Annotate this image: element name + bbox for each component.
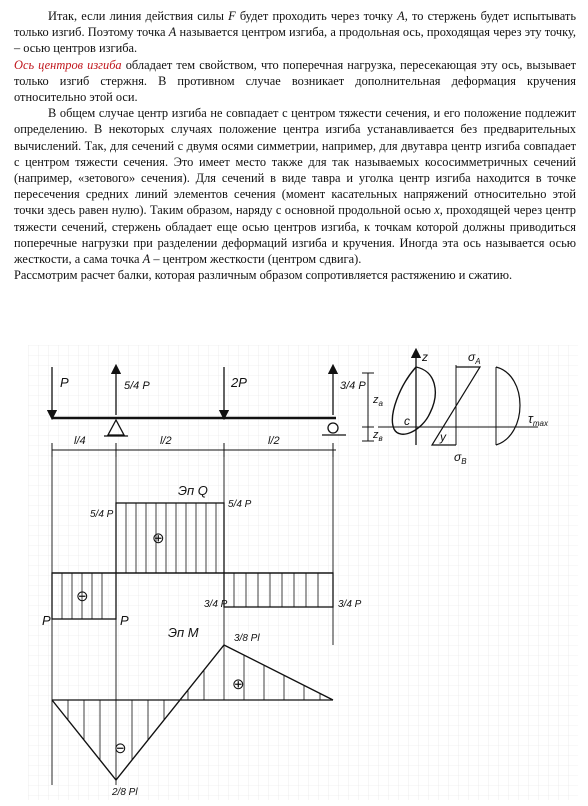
q-negative-sign: ⊖ — [76, 588, 89, 605]
paragraph-3 — [14, 105, 576, 267]
m-28Pl-label: 2/8 Pl — [112, 787, 138, 798]
span-l2a-label: l/2 — [160, 435, 172, 447]
sec-y-label: y — [440, 430, 446, 444]
paragraph-1 — [14, 8, 576, 57]
q-P-left-label: P — [42, 613, 51, 628]
q-54P-left-label: 5/4 P — [90, 509, 114, 520]
symbol-A: A — [142, 252, 151, 267]
text-run: называется центром изгиба, а продольная ось, проходящая через эту точку, – осью центров изгиба. — [14, 25, 576, 56]
symbol-F: F — [228, 9, 236, 23]
paragraph-2 — [14, 57, 576, 106]
symbol-A: A — [397, 9, 405, 23]
sec-c-label: c — [404, 414, 410, 428]
diagram-Q-title: Эп Q — [178, 483, 208, 498]
text-run: будет проходить через точку — [235, 9, 398, 23]
q-54P-right-label: 5/4 P — [228, 499, 252, 510]
text-run: , проходящей через центр тяжести сечений, стержень обладает еще осью центров изгиба, к точкам которой должны приводиться поперечные нагрузки при разделении деформаций изгиба и кручения. Иногда эта ось называется осью жесткости, а сама точка — [14, 203, 577, 267]
q-positive-sign: ⊕ — [152, 530, 165, 547]
load-2P-label: 2P — [231, 375, 247, 390]
tau-max-label: $\tau_{max}$ — [528, 411, 548, 428]
q-P-right-label: P — [120, 613, 129, 628]
load-54P-label: 5/4 P — [124, 380, 150, 392]
symbol-x: x — [434, 203, 440, 218]
symbol-A: A — [168, 25, 177, 40]
m-negative-sign: ⊖ — [114, 740, 127, 757]
load-34P-label: 3/4 P — [340, 380, 366, 392]
sigma-b-label: $\sigma_B$ — [454, 450, 467, 466]
beam-diagrams-svg — [28, 345, 578, 800]
sec-zb-label: $z_в$ — [373, 429, 383, 443]
q-34P-right-label: 3/4 P — [338, 599, 362, 610]
text-run: Итак, если линия действия силы — [48, 9, 229, 23]
text-run: , то стержень будет испытывать только изгиб. Поэтому точка — [14, 9, 576, 40]
text-run: – центром жесткости (центром сдвига). — [150, 252, 362, 267]
text-run: В общем случае центр изгиба не совпадает с центром тяжести сечения, и его положение подлежит определению. В некоторых случаях положение центра изгиба устанавливается без предварительных вычислений. Так, для сечений с двумя осями симметрии, например, для двутавра центр изгиба совпадает с центром тяжести сечения. Это имеет место также для так называемых кососимметричных сечений (например, «зетового» сечения). Для сечений в виде тавра и уголка центр изгиба находится в точке пересечения средних линий элементов сечения (момент касательных напряжений относительно этой точки здесь равен нулю). Таким образом, наряду с основной продольной осью — [14, 106, 576, 218]
sigma-a-label: $\sigma_A$ — [468, 350, 481, 366]
span-l4-label: l/4 — [74, 435, 86, 447]
span-l2b-label: l/2 — [268, 435, 280, 447]
term-bending-center-axis: Ось центров изгиба — [14, 57, 122, 72]
sec-za-label: $z_a$ — [373, 394, 383, 408]
beam-figure — [28, 345, 578, 800]
text-body — [14, 8, 576, 283]
q-34P-mid-label: 3/4 P — [204, 599, 228, 610]
m-positive-sign: ⊕ — [232, 676, 245, 693]
sec-z-label: z — [422, 350, 428, 364]
load-P-label: P — [60, 375, 69, 390]
paragraph-4: Рассмотрим расчет балки, которая различным образом сопротивляется растяжению и сжатию. — [14, 268, 513, 283]
m-38Pl-label: 3/8 Pl — [234, 633, 260, 644]
diagram-M-title: Эп M — [168, 625, 199, 640]
text-run: обладает тем свойством, что поперечная нагрузка, пересекающая эту ось, вызывает только изгиб стержня. В противном случае возникает дополнительная деформация кручения относительно этой оси. — [14, 57, 576, 105]
